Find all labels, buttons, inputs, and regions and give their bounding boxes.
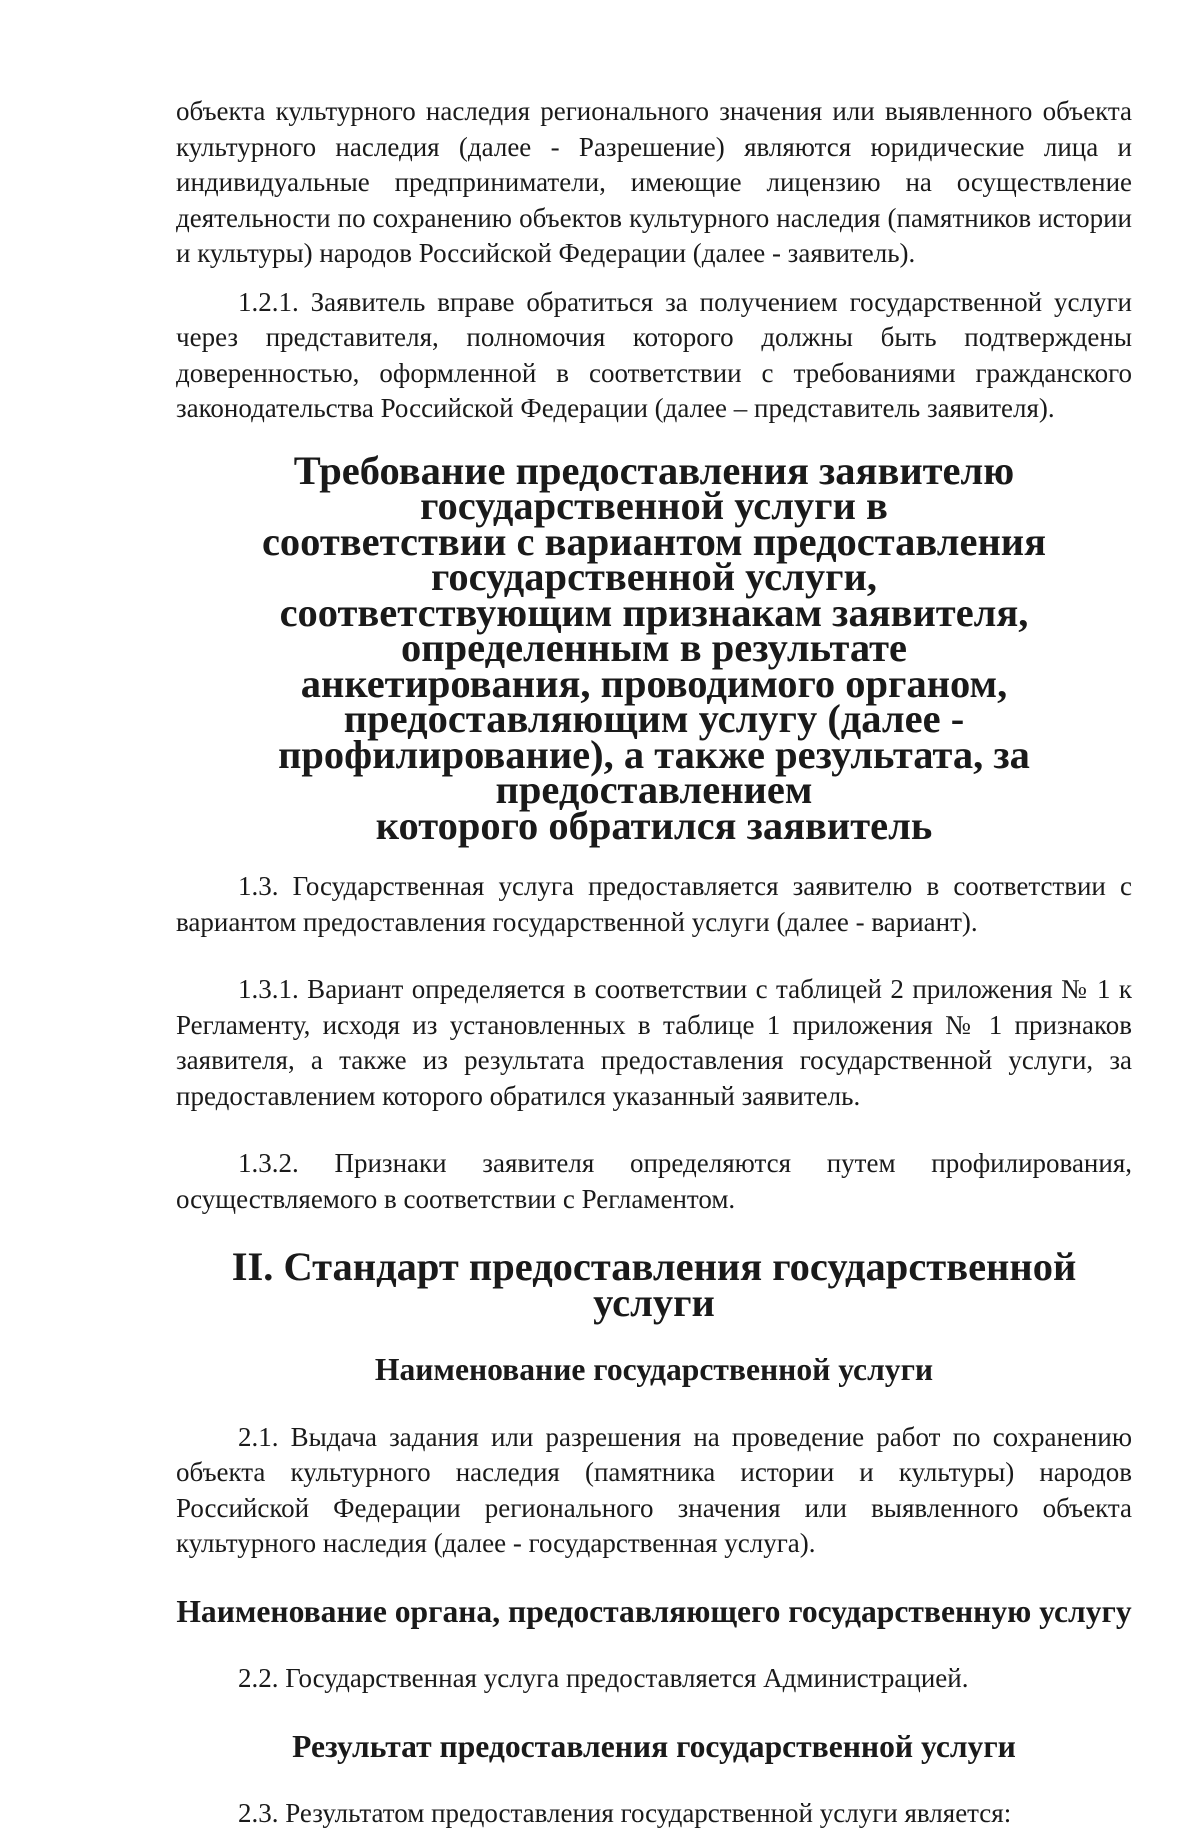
heading-requirement bbox=[176, 447, 1132, 848]
paragraph-2-2: 2.2. Государственная услуга предоставляется Администрацией. bbox=[238, 1663, 969, 1693]
paragraph-continuation: объекта культурного наследия регионального значения или выявленного объекта культурного наследия (далее - Разрешение) являются юридические лица и индивидуальные предприниматели, имеющие лицензию на осуществление деятельности по сохранению объектов культурного наследия (памятников истории и культуры) народов Российской Федерации (далее - заявитель). bbox=[176, 96, 1132, 268]
paragraph-1-2-1: 1.2.1. Заявитель вправе обратиться за получением государственной услуги через представителя, полномочия которого должны быть подтверждены доверенностью, оформленной в соответствии с требованиями гражданского законодательства Российской Федерации (далее – представитель заявителя). bbox=[176, 286, 1132, 423]
heading-requirement-line: которого обратился заявитель bbox=[375, 802, 933, 848]
heading-requirement-line: анкетирования, проводимого органом, предоставляющим услугу (далее - bbox=[300, 660, 1008, 741]
section-2-title: II. Стандарт предоставления государственной услуги bbox=[231, 1244, 1077, 1325]
paragraph-1-3-1: 1.3.1. Вариант определяется в соответствии с таблицей 2 приложения № 1 к Регламенту, исходя из установленных в таблице 1 приложения № 1 признаков заявителя, а также из результата предоставления государственной услуги, за предоставлением которого обратился указанный заявитель. bbox=[176, 974, 1132, 1111]
paragraph-1-3-2: 1.3.2. Признаки заявителя определяются путем профилирования, осуществляемого в соответствии с Регламентом. bbox=[176, 1148, 1132, 1214]
heading-service-name: Наименование государственной услуги bbox=[374, 1352, 934, 1387]
heading-authority: Наименование органа, предоставляющего государственную услугу bbox=[176, 1593, 1132, 1629]
paragraph-1-3: 1.3. Государственная услуга предоставляется заявителю в соответствии с вариантом предоставления государственной услуги (далее - вариант). bbox=[176, 871, 1132, 937]
heading-requirement-line: Требование предоставления заявителю государственной услуги в bbox=[293, 447, 1015, 528]
heading-result: Результат предоставления государственной услуги bbox=[292, 1728, 1016, 1764]
heading-requirement-line: соответствующим признакам заявителя, определенным в результате bbox=[279, 589, 1029, 670]
document-body bbox=[176, 94, 1132, 1832]
heading-requirement-line: профилирование), а также результата, за предоставлением bbox=[278, 731, 1030, 812]
paragraph-2-1: 2.1. Выдача задания или разрешения на проведение работ по сохранению объекта культурного наследия (памятника истории и культуры) народов Российской Федерации регионального значения или выявленного объекта культурного наследия (далее - государственная услуга). bbox=[176, 1421, 1132, 1558]
heading-requirement-line: соответствии с вариантом предоставления государственной услуги, bbox=[261, 518, 1047, 599]
paragraph-2-3: 2.3. Результатом предоставления государственной услуги является: bbox=[238, 1798, 1012, 1828]
